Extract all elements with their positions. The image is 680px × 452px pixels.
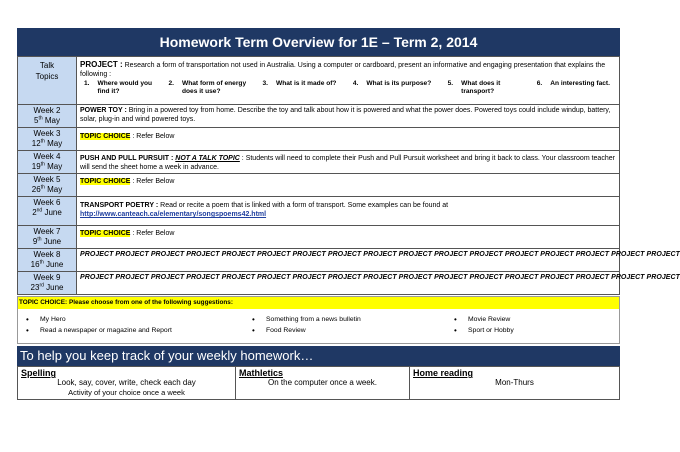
week-cell: Week 5 26th May [18, 174, 77, 197]
activity-cell: PUSH AND PULL PURSUIT : NOT A TALK TOPIC : Students will need to complete their Push and Pull Pursuit worksheet and bring it back to class. Your classroom teacher will send the sheet home a week in advance. [77, 151, 620, 174]
spelling-cell: Spelling Look, say, cover, write, check each day Activity of your choice once a week [18, 367, 236, 400]
list-item: 1. Where would you find it? [84, 80, 153, 95]
list-item: 2. What form of energy does it use? [168, 80, 247, 95]
week-cell: Week 7 9th June [18, 226, 77, 249]
table-row [18, 105, 620, 128]
week-cell: Week 4 19th May [18, 151, 77, 174]
talk-topics-header: Talk Topics [18, 57, 77, 105]
project-repeat-cell: PROJECT PROJECT PROJECT PROJECT PROJECT PROJECT PROJECT PROJECT PROJECT PROJECT PROJECT PROJECT PROJECT PROJECT PROJECT PROJECT PROJECT [77, 249, 620, 272]
activity-cell: TOPIC CHOICE : Refer Below [77, 226, 620, 249]
list-item: • Sport or Hobby [446, 325, 514, 336]
list-item: • Read a newspaper or magazine and Report [18, 325, 172, 336]
week-cell: Week 9 23rd June [18, 272, 77, 295]
table-row [18, 226, 620, 249]
topic-choice-column-3 [446, 314, 514, 336]
week-cell: Week 3 12th May [18, 128, 77, 151]
activity-cell: TOPIC CHOICE : Refer Below [77, 128, 620, 151]
list-item: • My Hero [18, 314, 172, 325]
project-description [77, 57, 620, 105]
topic-choice-column-2 [244, 314, 361, 336]
activity-cell: POWER TOY : Bring in a powered toy from home. Describe the toy and talk about how it is powered and what the power does. Powered toys could include windup, battery, solar, plug-in and wind powered toys. [77, 105, 620, 128]
list-item: • Something from a news bulletin [244, 314, 361, 325]
week-cell: Week 2 5th May [18, 105, 77, 128]
table-row [18, 174, 620, 197]
topic-choice-column-1 [18, 314, 172, 336]
list-item: 5. What does it transport? [447, 80, 501, 95]
table-row [18, 128, 620, 151]
project-questions [80, 80, 616, 96]
table-row [18, 151, 620, 174]
table-row [18, 197, 620, 226]
project-label: PROJECT : [80, 60, 123, 69]
list-item: 6. An interesting fact. [536, 80, 610, 87]
topic-choice-box [17, 296, 620, 344]
topic-choice-heading: TOPIC CHOICE: Please choose from one of the following suggestions: [18, 297, 619, 309]
week-cell: Week 6 2nd June [18, 197, 77, 226]
week-cell: Week 8 16th June [18, 249, 77, 272]
project-text: Research a form of transportation not used in Australia. Using a computer or cardboard, present an informative and engaging presentation that explains the following : [80, 62, 606, 78]
homework-schedule-table [17, 56, 680, 295]
list-item: 4. What is its purpose? [352, 80, 432, 87]
project-repeat-cell: PROJECT PROJECT PROJECT PROJECT PROJECT PROJECT PROJECT PROJECT PROJECT PROJECT PROJECT PROJECT PROJECT PROJECT PROJECT PROJECT PROJECT [77, 272, 620, 295]
table-row [18, 249, 620, 272]
maths-cell: Mathletics On the computer once a week. [236, 367, 410, 400]
activity-cell: TOPIC CHOICE : Refer Below [77, 174, 620, 197]
page-title: Homework Term Overview for 1E – Term 2, 2014 [17, 28, 620, 56]
tracker-table [17, 366, 620, 400]
reading-cell: Home reading Mon-Thurs [410, 367, 620, 400]
activity-cell: TRANSPORT POETRY : Read or recite a poem that is linked with a form of transport. Some examples can be found at http://www.canteach.ca/elementary/songspoems42.html [77, 197, 620, 226]
list-item: 3. What is it made of? [262, 80, 337, 87]
table-row [18, 57, 620, 105]
table-row [18, 272, 620, 295]
poetry-link[interactable]: http://www.canteach.ca/elementary/songspoems42.html [80, 211, 267, 218]
list-item: • Food Review [244, 325, 361, 336]
list-item: • Movie Review [446, 314, 514, 325]
table-row [18, 367, 620, 400]
tracker-heading: To help you keep track of your weekly homework… [17, 346, 620, 366]
